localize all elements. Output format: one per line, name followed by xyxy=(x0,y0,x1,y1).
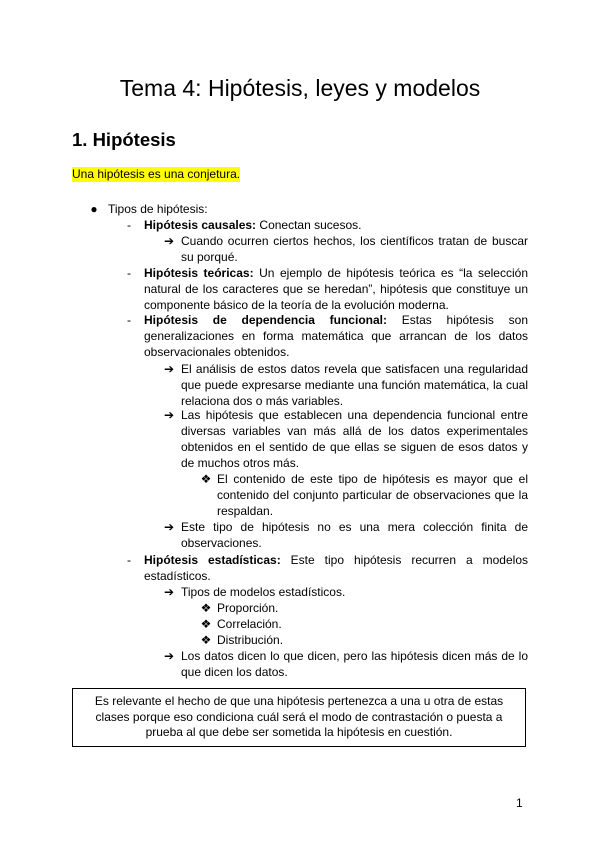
arrow-bullet-icon: ➔ xyxy=(163,520,175,534)
causal-sub: Cuando ocurren ciertos hechos, los científicos tratan de buscar su porqué. xyxy=(181,234,528,264)
list-item-functional xyxy=(144,312,528,360)
theoretical-label: Hipótesis teóricas: xyxy=(144,266,254,280)
page-number: 1 xyxy=(516,796,523,810)
highlighted-definition: Una hipótesis es una conjetura. xyxy=(72,167,241,181)
functional-label: Hipótesis de dependencia funcional: xyxy=(144,313,387,327)
diamond-bullet-icon: ❖ xyxy=(200,617,212,631)
diamond-bullet-icon: ❖ xyxy=(200,601,212,615)
causal-text: Conectan sucesos. xyxy=(256,218,362,232)
functional-sub-1: El análisis de estos datos revela que satisfacen una regularidad que puede expresarse mediante una función matemática, la cual relaciona dos o más variables. xyxy=(181,362,528,408)
theoretical-text: Un ejemplo de hipótesis teórica es “la selección natural de los caracteres que se heredan”, hipótesis que constituye un componente básico de la teoría de la evolución moderna. xyxy=(144,266,528,312)
functional-sub-2-detail: El contenido de este tipo de hipótesis es mayor que el contenido del conjunto particular de observaciones que la respaldan. xyxy=(217,472,528,518)
dash-bullet-icon: - xyxy=(127,218,131,232)
model-item: Correlación. xyxy=(217,617,282,631)
bullet-dot-icon: ● xyxy=(90,202,98,216)
statistical-sub-1: Tipos de modelos estadísticos. xyxy=(181,585,346,599)
causal-label: Hipótesis causales: xyxy=(144,218,257,232)
arrow-bullet-icon: ➔ xyxy=(163,408,175,422)
dash-bullet-icon: - xyxy=(127,313,131,327)
list-item-causal xyxy=(144,217,528,233)
model-item: Distribución. xyxy=(217,633,284,647)
list-item-theoretical xyxy=(144,265,528,313)
functional-sub-3: Este tipo de hipótesis no es una mera colección finita de observaciones. xyxy=(181,520,528,550)
statistical-sub-2: Los datos dicen lo que dicen, pero las hipótesis dicen más de lo que dicen los datos. xyxy=(181,649,528,679)
boxed-note: Es relevante el hecho de que una hipótesis pertenezca a una u otra de estas clases porque eso condiciona cuál será el modo de contrastación o puesta a prueba al que debe ser sometida la hipótesis en cuestión. xyxy=(72,688,526,747)
arrow-bullet-icon: ➔ xyxy=(163,649,175,663)
diamond-bullet-icon: ❖ xyxy=(200,633,212,647)
functional-sub-2: Las hipótesis que establecen una dependencia funcional entre diversas variables van más allá de los datos experimentales obtenidos en el sentido de que ellas se siguen de esos datos y de muchos otros más. xyxy=(181,408,528,470)
arrow-bullet-icon: ➔ xyxy=(163,234,175,248)
page-title: Tema 4: Hipótesis, leyes y modelos xyxy=(119,75,481,101)
statistical-label: Hipótesis estadísticas: xyxy=(144,553,281,567)
list-item-statistical xyxy=(144,552,528,584)
model-item: Proporción. xyxy=(217,601,279,615)
diamond-bullet-icon: ❖ xyxy=(200,472,212,486)
dash-bullet-icon: - xyxy=(127,553,131,567)
statistical-text: Este tipo hipótesis recurren a modelos estadísticos. xyxy=(144,553,528,583)
arrow-bullet-icon: ➔ xyxy=(163,585,175,599)
functional-text: Estas hipótesis son generalizaciones en forma matemática que arrancan de los datos observacionales obtenidos. xyxy=(144,313,528,359)
types-intro: Tipos de hipótesis: xyxy=(108,202,208,216)
dash-bullet-icon: - xyxy=(127,266,131,280)
section-heading: 1. Hipótesis xyxy=(72,129,176,150)
arrow-bullet-icon: ➔ xyxy=(163,362,175,376)
